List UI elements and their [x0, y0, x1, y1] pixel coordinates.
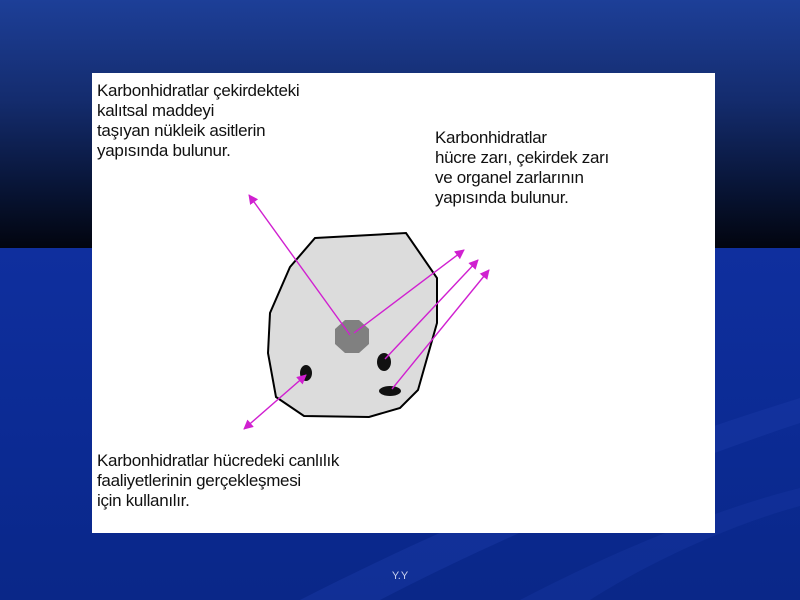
diagram-panel [92, 73, 715, 533]
label-nucleic-acids: Karbonhidratlar çekirdekteki kalıtsal maddeyi taşıyan nükleik asitlerin yapısında bulunur. [97, 81, 300, 160]
slide-footer: Y.Y [391, 570, 409, 582]
label-membranes: Karbonhidratlar hücre zarı, çekirdek zarı ve organel zarlarının yapısında bulunur. [435, 128, 609, 207]
organelle-bottom-right [379, 386, 401, 396]
label-energy-use: Karbonhidratlar hücredeki canlılık faaliyetlerinin gerçekleşmesi için kullanılır. [97, 451, 340, 510]
